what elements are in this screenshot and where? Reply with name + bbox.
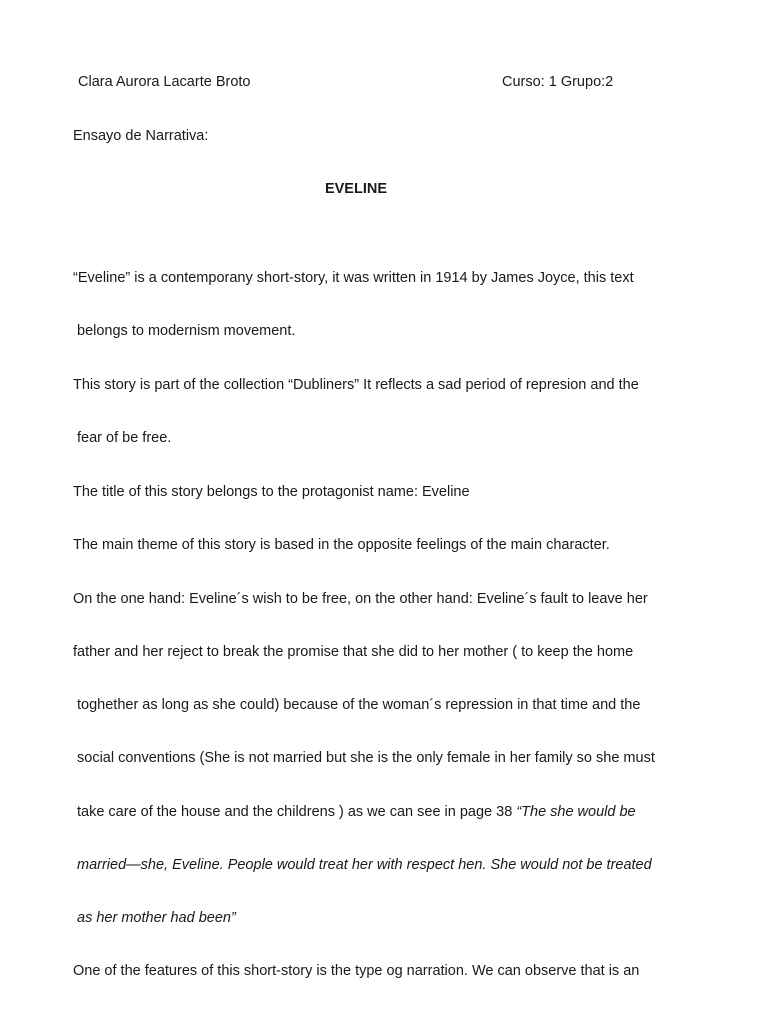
paragraph-line: The main theme of this story is based in the opposite feelings of the main character. bbox=[73, 537, 610, 553]
paragraph-line: “Eveline” is a contemporany short-story, it was written in 1914 by James Joyce, this text bbox=[73, 270, 634, 286]
paragraph-line: One of the features of this short-story is the type og narration. We can observe that is an bbox=[73, 963, 640, 979]
paragraph-line: fear of be free. bbox=[77, 430, 172, 446]
quote-text: married—she, Eveline. People would treat her with respect hen. She would not be treated bbox=[77, 857, 652, 873]
paragraph-line bbox=[77, 909, 236, 927]
paragraph-line: On the one hand: Eveline´s wish to be free, on the other hand: Eveline´s fault to leave her bbox=[73, 591, 648, 607]
author-name: Clara Aurora Lacarte Broto bbox=[78, 74, 251, 90]
quote-text: as her mother had been” bbox=[77, 910, 236, 926]
line-text: take care of the house and the childrens ) as we can see in page 38 bbox=[77, 804, 517, 820]
essay-title: EVELINE bbox=[324, 181, 388, 197]
paragraph-line bbox=[77, 803, 636, 821]
course-group: Curso: 1 Grupo:2 bbox=[502, 74, 614, 90]
paragraph-line: father and her reject to break the promise that she did to her mother ( to keep the home bbox=[73, 644, 634, 660]
paragraph-line bbox=[77, 856, 652, 874]
paragraph-line: The title of this story belongs to the protagonist name: Eveline bbox=[73, 484, 470, 500]
paragraph-line: social conventions (She is not married but she is the only female in her family so she must bbox=[77, 750, 655, 766]
quote-text: “The she would be bbox=[516, 804, 636, 820]
paragraph-line: toghether as long as she could) because of the woman´s repression in that time and the bbox=[77, 697, 641, 713]
paragraph-line: belongs to modernism movement. bbox=[77, 323, 296, 339]
paragraph-line: This story is part of the collection “Dubliners” It reflects a sad period of represion and the bbox=[73, 377, 639, 393]
essay-type-heading: Ensayo de Narrativa: bbox=[73, 128, 209, 144]
